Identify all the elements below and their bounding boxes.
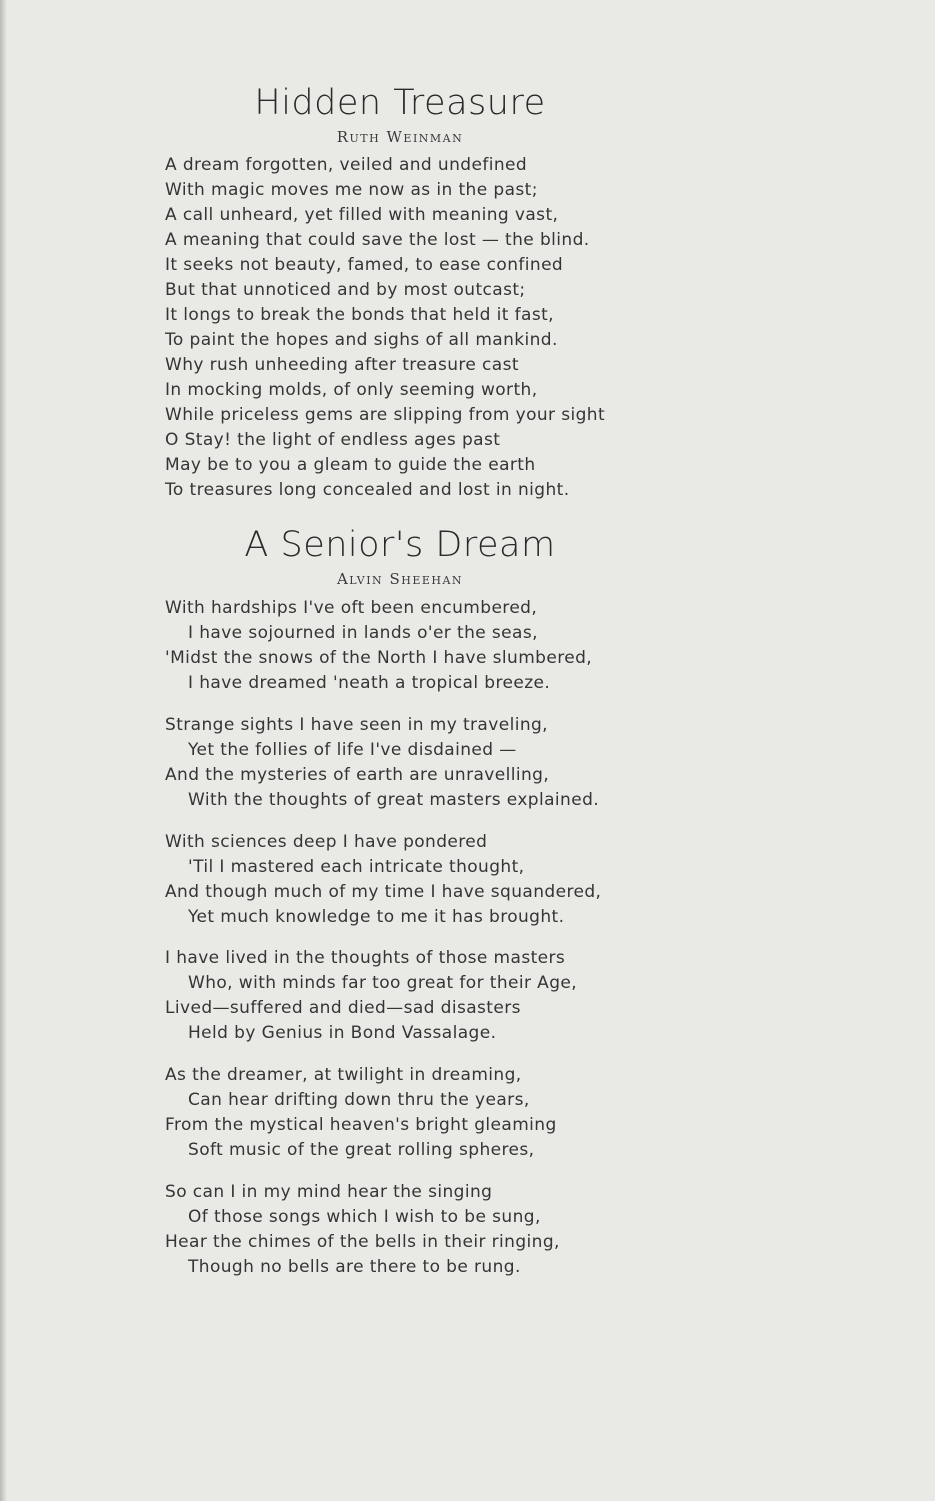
poem-line: O Stay! the light of endless ages past — [165, 430, 501, 450]
poem-line: As the dreamer, at twilight in dreaming, — [165, 1065, 522, 1085]
poem-line: In mocking molds, of only seeming worth, — [165, 380, 538, 400]
poem-line: With hardships I've oft been encumbered, — [165, 598, 538, 618]
poem-author-alvin-sheehan: Alvin Sheehan — [336, 570, 464, 588]
poem-line: To treasures long concealed and lost in night. — [165, 480, 570, 500]
poem-line: A call unheard, yet filled with meaning vast, — [165, 205, 559, 225]
poem-line: Yet much knowledge to me it has brought. — [188, 907, 565, 927]
poem-line: Soft music of the great rolling spheres, — [188, 1140, 535, 1160]
poem-line: From the mystical heaven's bright gleaming — [165, 1115, 557, 1135]
poem-title-hidden-treasure: Hidden Treasure — [254, 83, 546, 123]
poem-line: Yet the follies of life I've disdained — — [188, 740, 517, 760]
poem-line: Though no bells are there to be rung. — [188, 1257, 521, 1277]
poem-line: 'Til I mastered each intricate thought, — [188, 857, 525, 877]
poem-author-ruth-weinman: Ruth Weinman — [336, 128, 464, 146]
poem-line: A dream forgotten, veiled and undefined — [165, 155, 528, 175]
poem-line: Lived—suffered and died—sad disasters — [165, 998, 521, 1018]
poem-line: While priceless gems are slipping from your sight — [165, 405, 606, 425]
poem-line: Can hear drifting down thru the years, — [188, 1090, 530, 1110]
poem-line: Of those songs which I wish to be sung, — [188, 1207, 541, 1227]
poem-line: Hear the chimes of the bells in their ringing, — [165, 1232, 560, 1252]
poem-line: And though much of my time I have squandered, — [165, 882, 602, 902]
poem-line: May be to you a gleam to guide the earth — [165, 455, 536, 475]
poem-line: I have lived in the thoughts of those masters — [165, 948, 566, 968]
poem-line: But that unnoticed and by most outcast; — [165, 280, 526, 300]
poem-title-a-seniors-dream: A Senior's Dream — [244, 525, 556, 565]
poem-line: I have dreamed 'neath a tropical breeze. — [188, 673, 551, 693]
poem-line: And the mysteries of earth are unravelling, — [165, 765, 550, 785]
poem-line: Why rush unheeding after treasure cast — [165, 355, 519, 375]
poem-line: I have sojourned in lands o'er the seas, — [188, 623, 538, 643]
poem-line: Who, with minds far too great for their Age, — [188, 973, 578, 993]
poem-line: It longs to break the bonds that held it fast, — [165, 305, 554, 325]
poem-line: It seeks not beauty, famed, to ease confined — [165, 255, 564, 275]
poem-line: To paint the hopes and sighs of all mankind. — [165, 330, 558, 350]
page-binding-edge — [0, 0, 7, 1501]
poem-line: Held by Genius in Bond Vassalage. — [188, 1023, 497, 1043]
poem-line: Strange sights I have seen in my traveling, — [165, 715, 548, 735]
poem-line: So can I in my mind hear the singing — [165, 1182, 493, 1202]
poem-line: With magic moves me now as in the past; — [165, 180, 538, 200]
poem-line: 'Midst the snows of the North I have slumbered, — [165, 648, 593, 668]
poem-line: A meaning that could save the lost — the blind. — [165, 230, 590, 250]
poem-line: With the thoughts of great masters explained. — [188, 790, 600, 810]
poem-line: With sciences deep I have pondered — [165, 832, 488, 852]
